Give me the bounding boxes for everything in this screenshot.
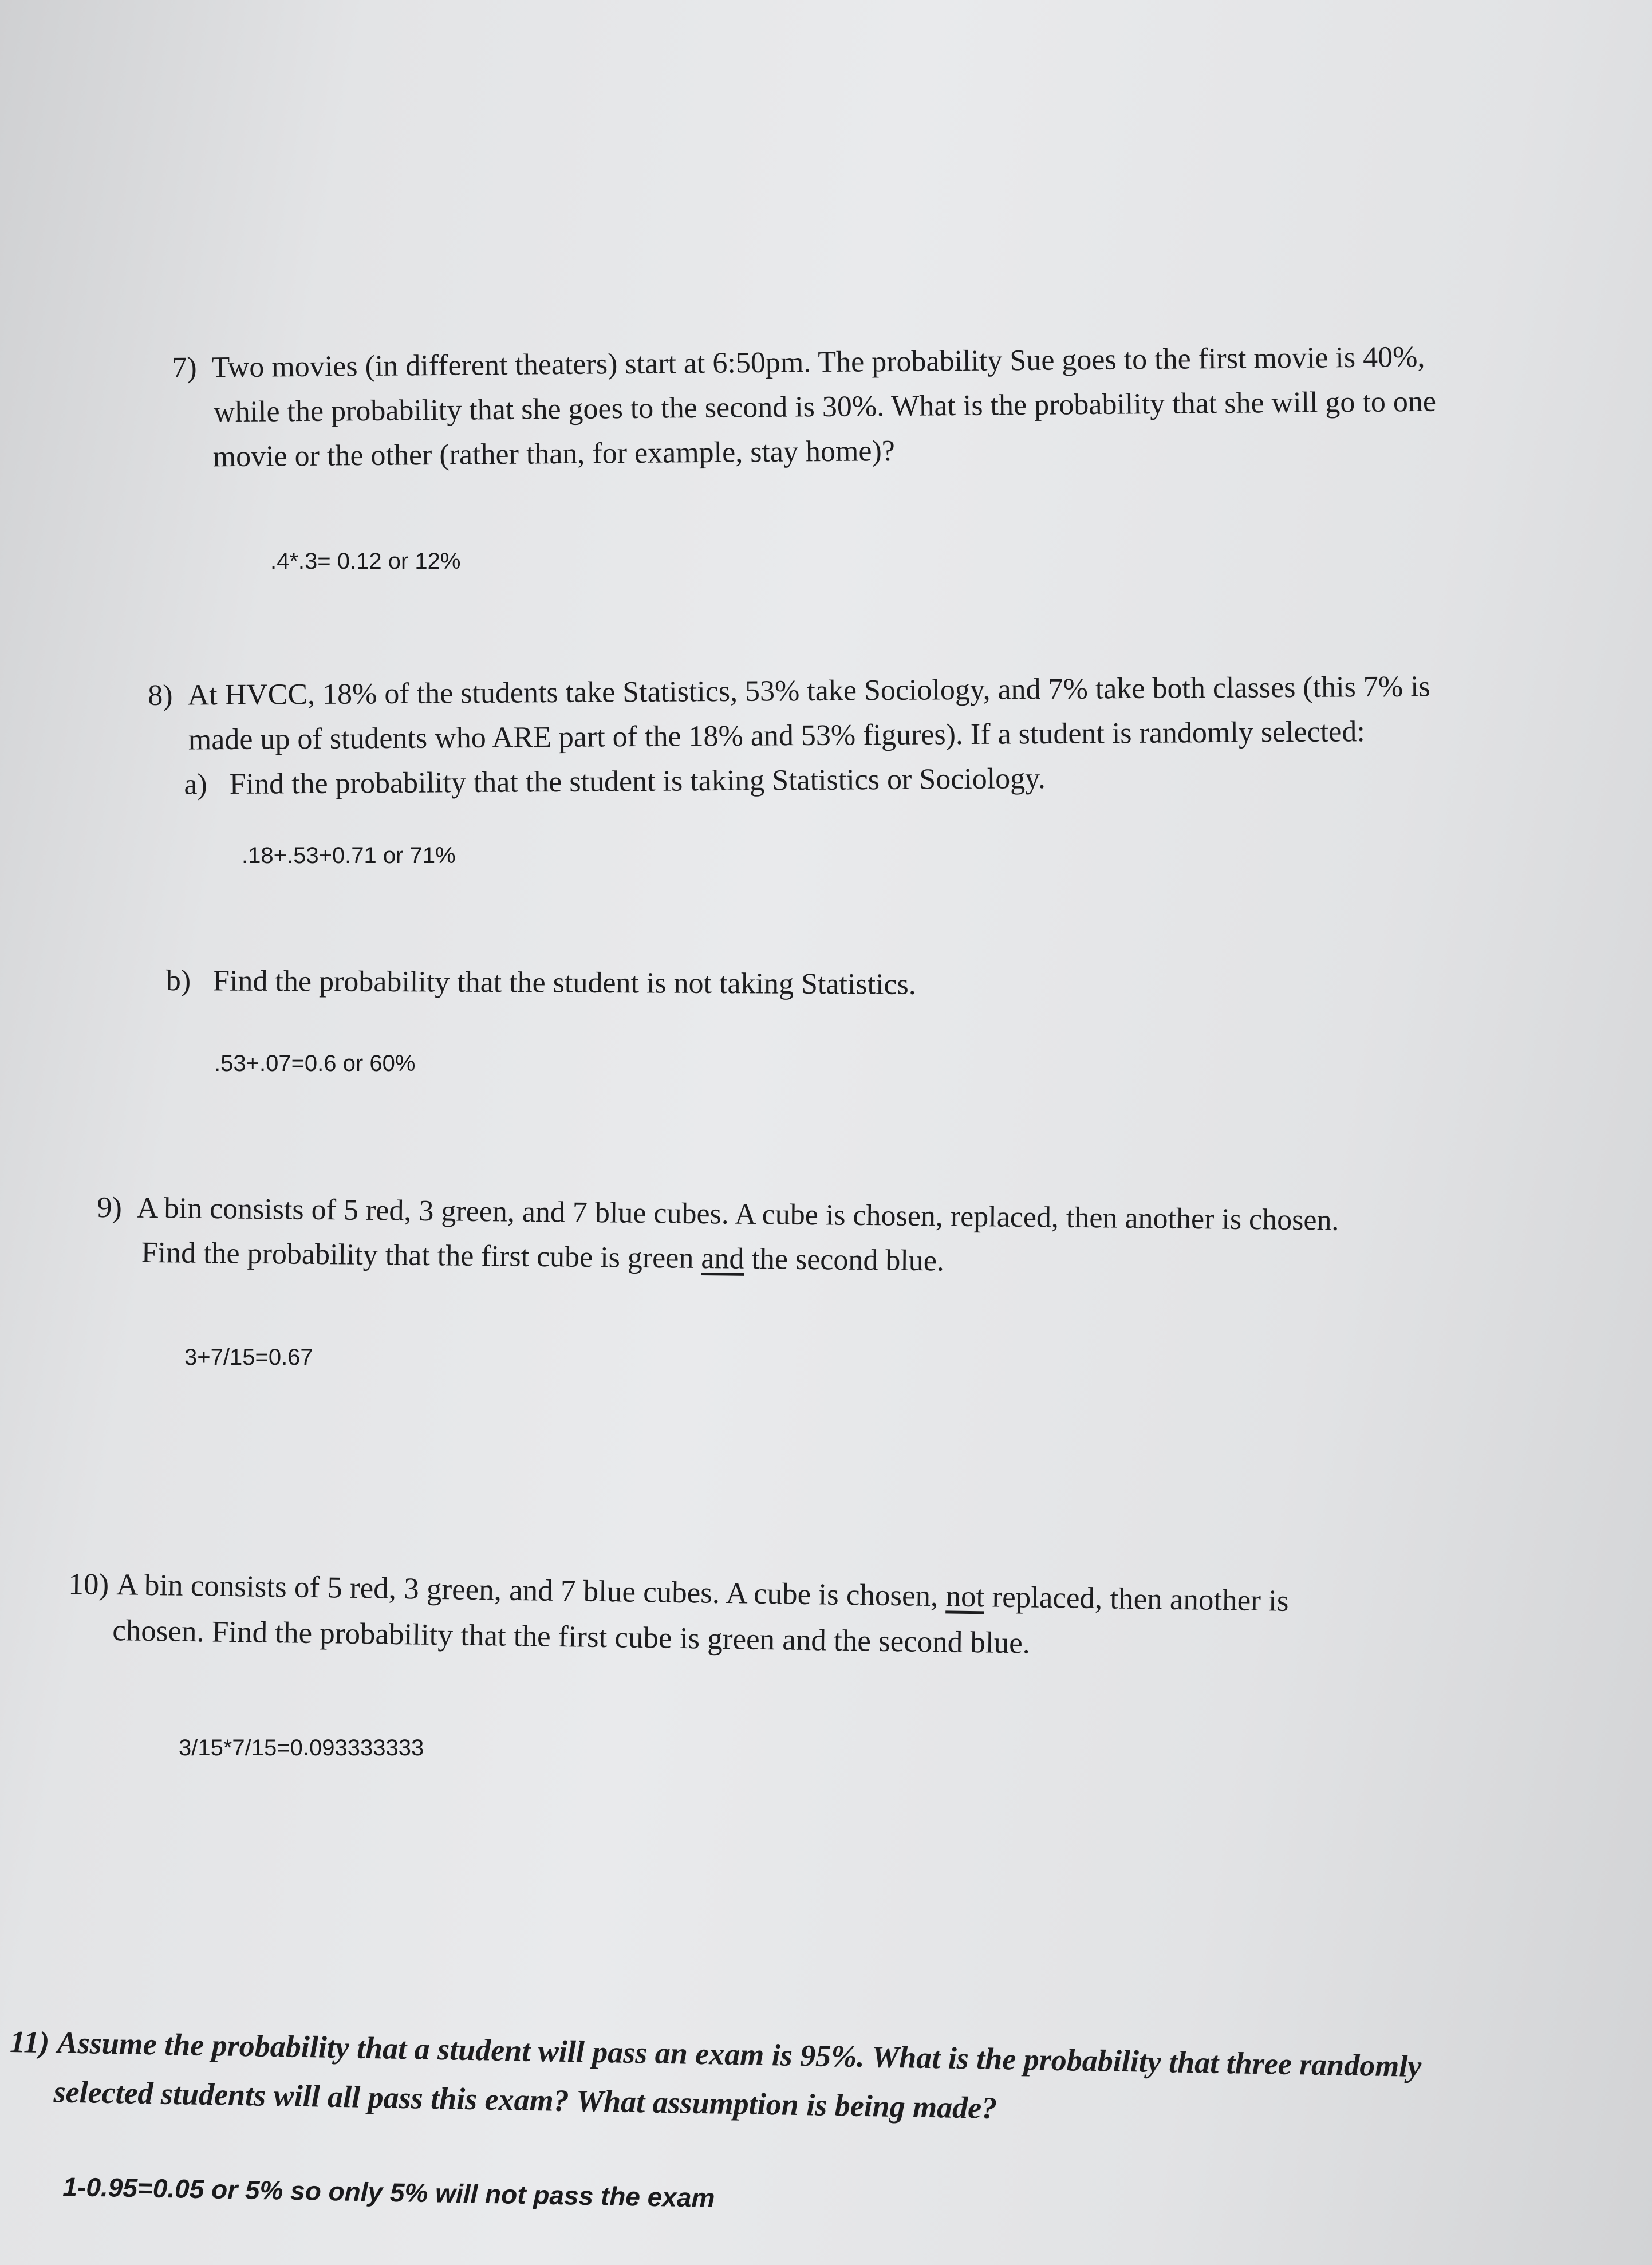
answer-10: 3/15*7/15=0.093333333 [179,1735,424,1760]
question-11-number: 11) [9,2024,50,2060]
question-8b [166,961,916,1005]
question-10-number: 10) [68,1567,109,1601]
question-11-text-1: Assume the probability that a student will pass an exam is 95%. What is the probability that three randomly [57,2025,1422,2084]
question-8b-text: Find the probability that the student is not taking Statistics. [212,964,916,1001]
question-7-line-2: while the probability that she goes to the second is 30%. What is the probability that she will go to one [213,385,1437,429]
answer-9: 3+7/15=0.67 [184,1345,313,1370]
question-8a-label: a) [184,768,207,801]
answer-7: .4*.3= 0.12 or 12% [270,549,461,574]
question-10-line-2: chosen. Find the probability that the first cube is green and the second blue. [112,1614,1031,1660]
question-8-text-1: At HVCC, 18% of the students take Statistics, 53% take Sociology, and 7% take both classes (this 7% is [187,670,1430,712]
answer-8b: .53+.07=0.6 or 60% [214,1051,416,1076]
question-9-underlined-and: and [701,1242,744,1275]
question-9 [96,1185,1339,1288]
question-9-text-1: A bin consists of 5 red, 3 green, and 7 blue cubes. A cube is chosen, replaced, then another is chosen. [136,1191,1339,1237]
question-8 [148,664,1431,807]
question-8-number: 8) [148,679,173,712]
question-8a-text: Find the probability that the student is taking Statistics or Sociology. [229,762,1046,801]
question-10-underlined-not: not [945,1579,985,1614]
question-10-text-1a: A bin consists of 5 red, 3 green, and 7 blue cubes. A cube is chosen, [116,1568,946,1613]
question-10 [68,1561,1289,1670]
answer-8a: .18+.53+0.71 or 71% [242,843,456,868]
question-8-line-2: made up of students who ARE part of the 18% and 53% figures). If a student is randomly selected: [188,715,1365,757]
question-9-text-2b: the second blue. [744,1242,945,1278]
question-11 [9,2017,1422,2140]
question-7-line-3: movie or the other (rather than, for example, stay home)? [212,434,896,474]
question-8b-label: b) [165,964,191,998]
question-7-number: 7) [172,351,197,384]
question-7-text-1: Two movies (in different theaters) start at 6:50pm. The probability Sue goes to the first movie is 40%, [211,340,1425,384]
question-7 [172,335,1437,480]
question-9-number: 9) [97,1191,123,1224]
question-8a [148,754,1431,807]
question-9-text-2a: Find the probability that the first cube is green [141,1236,701,1275]
question-11-line-2: selected students will all pass this exam? What assumption is being made? [53,2074,997,2126]
question-10-text-1b: replaced, then another is [984,1580,1289,1618]
answer-11: 1-0.95=0.05 or 5% so only 5% will not pass the exam [62,2172,715,2213]
